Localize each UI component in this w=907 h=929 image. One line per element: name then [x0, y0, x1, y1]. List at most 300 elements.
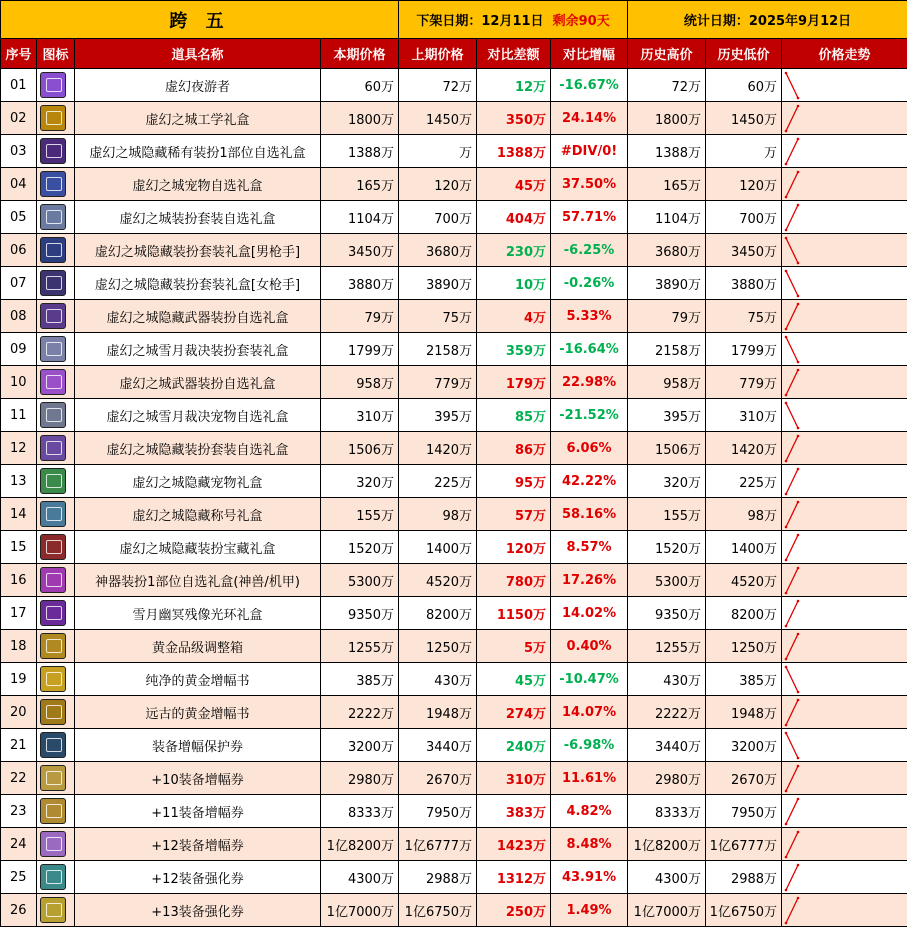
trend-up-sparkline	[782, 367, 812, 398]
trend-line	[786, 403, 798, 428]
price-diff: 179万	[477, 366, 551, 399]
item-icon-cell	[37, 333, 75, 366]
table-row	[1, 795, 907, 828]
trend-point-end	[797, 830, 800, 833]
trend-point-end	[797, 698, 800, 701]
history-high: 1亿7000万	[628, 894, 706, 927]
trend-line	[786, 700, 798, 725]
previous-price: 7950万	[399, 795, 477, 828]
stat-date: 统计日期：2025年9月12日	[628, 1, 907, 39]
trend-point-start	[785, 591, 788, 594]
trend-point-end	[797, 764, 800, 767]
price-trend	[782, 663, 907, 696]
col-header-pct: 对比增幅	[551, 39, 628, 69]
trend-point-end	[797, 96, 800, 99]
trend-point-start	[785, 921, 788, 924]
history-high: 320万	[628, 465, 706, 498]
trend-point-end	[797, 203, 800, 206]
history-low: 310万	[706, 399, 782, 432]
history-low: 3880万	[706, 267, 782, 300]
trend-line	[786, 337, 798, 362]
trend-down-sparkline	[782, 730, 812, 761]
current-price: 3880万	[321, 267, 399, 300]
table-row	[1, 729, 907, 762]
price-trend	[782, 696, 907, 729]
ticket-icon	[40, 897, 66, 923]
page-title: 跨 五	[1, 1, 399, 39]
item-icon-cell	[37, 729, 75, 762]
history-high: 155万	[628, 498, 706, 531]
price-trend	[782, 333, 907, 366]
history-low: 60万	[706, 69, 782, 102]
price-trend	[782, 762, 907, 795]
history-low: 1948万	[706, 696, 782, 729]
trend-point-start	[785, 401, 788, 404]
item-icon-cell	[37, 102, 75, 135]
red-box-icon	[40, 534, 66, 560]
table-row	[1, 663, 907, 696]
price-change-pct: -16.67%	[551, 69, 628, 102]
gold-box-icon	[40, 105, 66, 131]
trend-point-start	[785, 665, 788, 668]
trend-line	[786, 436, 798, 461]
table-row	[1, 696, 907, 729]
price-trend	[782, 267, 907, 300]
trend-point-start	[785, 335, 788, 338]
trend-point-start	[785, 789, 788, 792]
price-trend	[782, 366, 907, 399]
previous-price: 225万	[399, 465, 477, 498]
previous-price: 75万	[399, 300, 477, 333]
previous-price: 2670万	[399, 762, 477, 795]
trend-up-sparkline	[782, 862, 812, 893]
history-high: 4300万	[628, 861, 706, 894]
trend-line	[786, 799, 798, 824]
row-index: 08	[1, 300, 37, 333]
history-low: 1450万	[706, 102, 782, 135]
trend-up-sparkline	[782, 697, 812, 728]
previous-price: 1400万	[399, 531, 477, 564]
current-price: 9350万	[321, 597, 399, 630]
weapon-box-icon	[40, 303, 66, 329]
row-index: 21	[1, 729, 37, 762]
trend-up-sparkline	[782, 532, 812, 563]
trend-up-sparkline	[782, 763, 812, 794]
price-change-pct: 24.14%	[551, 102, 628, 135]
column-header-row	[1, 39, 907, 69]
price-trend	[782, 861, 907, 894]
current-price: 5300万	[321, 564, 399, 597]
table-row	[1, 69, 907, 102]
trend-line	[786, 898, 798, 923]
trend-line	[786, 733, 798, 758]
row-index: 19	[1, 663, 37, 696]
history-high: 1255万	[628, 630, 706, 663]
price-diff: 383万	[477, 795, 551, 828]
item-name: 雪月幽冥残像光环礼盒	[75, 597, 321, 630]
trend-point-end	[797, 863, 800, 866]
price-diff: 274万	[477, 696, 551, 729]
current-price: 3200万	[321, 729, 399, 762]
price-trend	[782, 630, 907, 663]
price-diff: 1312万	[477, 861, 551, 894]
price-change-pct: 37.50%	[551, 168, 628, 201]
trend-point-end	[797, 426, 800, 429]
row-index: 23	[1, 795, 37, 828]
item-name: 虚幻之城武器装扮自选礼盒	[75, 366, 321, 399]
price-trend	[782, 894, 907, 927]
row-index: 16	[1, 564, 37, 597]
trend-point-start	[785, 269, 788, 272]
row-index: 12	[1, 432, 37, 465]
price-diff: 12万	[477, 69, 551, 102]
trend-down-sparkline	[782, 400, 812, 431]
armor-icon	[40, 237, 66, 263]
trend-point-start	[785, 525, 788, 528]
trend-point-start	[785, 195, 788, 198]
trend-up-sparkline	[782, 895, 812, 926]
trend-point-start	[785, 624, 788, 627]
trend-point-start	[785, 393, 788, 396]
trend-point-start	[785, 731, 788, 734]
history-low: 1亿6777万	[706, 828, 782, 861]
item-icon-cell	[37, 597, 75, 630]
row-index: 10	[1, 366, 37, 399]
history-high: 79万	[628, 300, 706, 333]
price-change-pct: 0.40%	[551, 630, 628, 663]
aura-icon	[40, 600, 66, 626]
current-price: 1亿7000万	[321, 894, 399, 927]
item-name: 黄金品级调整箱	[75, 630, 321, 663]
col-header-low: 历史低价	[706, 39, 782, 69]
item-name: 虚幻之城雪月裁决装扮套装礼盒	[75, 333, 321, 366]
row-index: 17	[1, 597, 37, 630]
trend-down-sparkline	[782, 268, 812, 299]
price-trend	[782, 168, 907, 201]
history-high: 3440万	[628, 729, 706, 762]
trend-down-sparkline	[782, 70, 812, 101]
trend-point-start	[785, 129, 788, 132]
item-name: 虚幻之城装扮套装自选礼盒	[75, 201, 321, 234]
trend-line	[786, 304, 798, 329]
trend-point-start	[785, 558, 788, 561]
price-diff: 95万	[477, 465, 551, 498]
table-row	[1, 399, 907, 432]
col-header-index: 序号	[1, 39, 37, 69]
trend-point-end	[797, 261, 800, 264]
history-low: 779万	[706, 366, 782, 399]
price-diff: 86万	[477, 432, 551, 465]
previous-price: 1亿6777万	[399, 828, 477, 861]
trend-point-start	[785, 228, 788, 231]
history-low: 385万	[706, 663, 782, 696]
trend-up-sparkline	[782, 466, 812, 497]
trend-point-end	[797, 302, 800, 305]
armor-icon	[40, 270, 66, 296]
price-diff: 780万	[477, 564, 551, 597]
ticket-icon	[40, 831, 66, 857]
price-trend	[782, 564, 907, 597]
price-diff: 85万	[477, 399, 551, 432]
trend-up-sparkline	[782, 169, 812, 200]
trend-line	[786, 271, 798, 296]
row-index: 13	[1, 465, 37, 498]
table-row	[1, 432, 907, 465]
trend-line	[786, 634, 798, 659]
magenta-box-icon	[40, 567, 66, 593]
previous-price: 2158万	[399, 333, 477, 366]
item-name: 虚幻之城隐藏称号礼盒	[75, 498, 321, 531]
item-icon-cell	[37, 894, 75, 927]
trend-line	[786, 73, 798, 98]
blue-box-icon	[40, 171, 66, 197]
row-index: 05	[1, 201, 37, 234]
price-trend	[782, 234, 907, 267]
item-name: +13装备强化券	[75, 894, 321, 927]
item-icon-cell	[37, 828, 75, 861]
history-high: 165万	[628, 168, 706, 201]
trend-line	[786, 667, 798, 692]
item-icon-cell	[37, 69, 75, 102]
history-high: 1506万	[628, 432, 706, 465]
current-price: 1799万	[321, 333, 399, 366]
item-name: 虚幻之城隐藏装扮套装礼盒[女枪手]	[75, 267, 321, 300]
trend-line	[786, 502, 798, 527]
item-icon-cell	[37, 630, 75, 663]
row-index: 18	[1, 630, 37, 663]
trend-point-end	[797, 896, 800, 899]
trend-line	[786, 370, 798, 395]
trend-up-sparkline	[782, 103, 812, 134]
trend-up-sparkline	[782, 829, 812, 860]
price-change-pct: 14.02%	[551, 597, 628, 630]
trend-line	[786, 469, 798, 494]
col-header-current: 本期价格	[321, 39, 399, 69]
previous-price: 3890万	[399, 267, 477, 300]
row-index: 01	[1, 69, 37, 102]
purple-box-icon	[40, 72, 66, 98]
item-name: 纯净的黄金增幅书	[75, 663, 321, 696]
table-row	[1, 564, 907, 597]
price-change-pct: -10.47%	[551, 663, 628, 696]
history-high: 430万	[628, 663, 706, 696]
table-row	[1, 630, 907, 663]
item-icon-cell	[37, 663, 75, 696]
item-name: +11装备增幅券	[75, 795, 321, 828]
table-row	[1, 465, 907, 498]
current-price: 385万	[321, 663, 399, 696]
trend-up-sparkline	[782, 136, 812, 167]
price-trend	[782, 102, 907, 135]
price-change-pct: 5.33%	[551, 300, 628, 333]
trend-down-sparkline	[782, 334, 812, 365]
price-diff: 1150万	[477, 597, 551, 630]
history-high: 1388万	[628, 135, 706, 168]
price-diff: 10万	[477, 267, 551, 300]
item-icon-cell	[37, 531, 75, 564]
current-price: 165万	[321, 168, 399, 201]
current-price: 4300万	[321, 861, 399, 894]
previous-price: 1250万	[399, 630, 477, 663]
table-row	[1, 366, 907, 399]
trend-point-end	[797, 104, 800, 107]
table-row	[1, 498, 907, 531]
trend-point-end	[797, 434, 800, 437]
previous-price: 3680万	[399, 234, 477, 267]
table-row	[1, 234, 907, 267]
item-name: 虚幻之城隐藏稀有装扮1部位自选礼盒	[75, 135, 321, 168]
price-change-pct: -6.25%	[551, 234, 628, 267]
price-diff: 1388万	[477, 135, 551, 168]
table-row	[1, 861, 907, 894]
history-low: 120万	[706, 168, 782, 201]
item-icon-cell	[37, 465, 75, 498]
current-price: 79万	[321, 300, 399, 333]
trend-point-start	[785, 822, 788, 825]
history-low: 225万	[706, 465, 782, 498]
previous-price: 72万	[399, 69, 477, 102]
trend-point-end	[797, 756, 800, 759]
teal-box-icon	[40, 501, 66, 527]
trend-point-end	[797, 797, 800, 800]
history-low: 3200万	[706, 729, 782, 762]
table-row	[1, 828, 907, 861]
price-change-pct: -16.64%	[551, 333, 628, 366]
table-row	[1, 135, 907, 168]
item-name: 神器装扮1部位自选礼盒(神兽/机甲)	[75, 564, 321, 597]
item-icon-cell	[37, 300, 75, 333]
trend-point-start	[785, 327, 788, 330]
trend-line	[786, 238, 798, 263]
price-diff: 5万	[477, 630, 551, 663]
history-high: 3680万	[628, 234, 706, 267]
history-high: 958万	[628, 366, 706, 399]
ticket-icon	[40, 798, 66, 824]
history-high: 3890万	[628, 267, 706, 300]
trend-line	[786, 766, 798, 791]
price-trend	[782, 135, 907, 168]
trend-point-start	[785, 888, 788, 891]
row-index: 07	[1, 267, 37, 300]
col-header-icon: 图标	[37, 39, 75, 69]
item-name: 远古的黄金增幅书	[75, 696, 321, 729]
table-row	[1, 267, 907, 300]
trend-point-start	[785, 459, 788, 462]
previous-price: 万	[399, 135, 477, 168]
trend-line	[786, 172, 798, 197]
item-name: 虚幻之城隐藏装扮套装礼盒[男枪手]	[75, 234, 321, 267]
item-icon-cell	[37, 168, 75, 201]
item-name: 装备增幅保护券	[75, 729, 321, 762]
silver-box-icon	[40, 402, 66, 428]
price-trend	[782, 729, 907, 762]
trend-up-sparkline	[782, 433, 812, 464]
trend-line	[786, 139, 798, 164]
trend-point-start	[785, 723, 788, 726]
previous-price: 395万	[399, 399, 477, 432]
row-index: 20	[1, 696, 37, 729]
row-index: 02	[1, 102, 37, 135]
col-header-diff: 对比差额	[477, 39, 551, 69]
item-icon-cell	[37, 399, 75, 432]
history-high: 8333万	[628, 795, 706, 828]
remaining-days: 剩余90天	[552, 14, 610, 29]
trend-point-end	[797, 500, 800, 503]
trend-up-sparkline	[782, 499, 812, 530]
trend-line	[786, 832, 798, 857]
history-low: 1亿6750万	[706, 894, 782, 927]
item-icon-cell	[37, 201, 75, 234]
item-icon-cell	[37, 135, 75, 168]
item-icon-cell	[37, 861, 75, 894]
current-price: 1104万	[321, 201, 399, 234]
trend-point-end	[797, 467, 800, 470]
price-trend	[782, 828, 907, 861]
price-diff: 45万	[477, 168, 551, 201]
price-change-pct: -6.98%	[551, 729, 628, 762]
gold-book-icon	[40, 699, 66, 725]
table-row	[1, 168, 907, 201]
ticket-icon	[40, 765, 66, 791]
col-header-name: 道具名称	[75, 39, 321, 69]
price-trend	[782, 597, 907, 630]
trend-down-sparkline	[782, 235, 812, 266]
trend-point-end	[797, 137, 800, 140]
item-icon-cell	[37, 267, 75, 300]
previous-price: 3440万	[399, 729, 477, 762]
purple-box-icon	[40, 435, 66, 461]
item-icon-cell	[37, 564, 75, 597]
history-low: 98万	[706, 498, 782, 531]
price-change-pct: 11.61%	[551, 762, 628, 795]
price-change-pct: 14.07%	[551, 696, 628, 729]
table-row	[1, 894, 907, 927]
item-name: 虚幻之城宠物自选礼盒	[75, 168, 321, 201]
price-diff: 45万	[477, 663, 551, 696]
history-low: 1250万	[706, 630, 782, 663]
trend-line	[786, 601, 798, 626]
table-row	[1, 762, 907, 795]
trend-up-sparkline	[782, 301, 812, 332]
trend-point-end	[797, 294, 800, 297]
price-diff: 359万	[477, 333, 551, 366]
trend-point-end	[797, 599, 800, 602]
history-high: 2980万	[628, 762, 706, 795]
history-low: 3450万	[706, 234, 782, 267]
trend-point-end	[797, 368, 800, 371]
silver-box-icon	[40, 336, 66, 362]
history-low: 1400万	[706, 531, 782, 564]
price-change-pct: -0.26%	[551, 267, 628, 300]
silver-box-icon	[40, 204, 66, 230]
history-high: 5300万	[628, 564, 706, 597]
row-index: 25	[1, 861, 37, 894]
gold-book-icon	[40, 666, 66, 692]
price-trend	[782, 69, 907, 102]
current-price: 310万	[321, 399, 399, 432]
history-low: 7950万	[706, 795, 782, 828]
col-header-high: 历史高价	[628, 39, 706, 69]
trend-point-start	[785, 236, 788, 239]
current-price: 8333万	[321, 795, 399, 828]
shield-ticket-icon	[40, 732, 66, 758]
price-change-pct: 43.91%	[551, 861, 628, 894]
price-trend	[782, 201, 907, 234]
current-price: 1亿8200万	[321, 828, 399, 861]
price-change-pct: 22.98%	[551, 366, 628, 399]
price-change-pct: 8.57%	[551, 531, 628, 564]
current-price: 2980万	[321, 762, 399, 795]
